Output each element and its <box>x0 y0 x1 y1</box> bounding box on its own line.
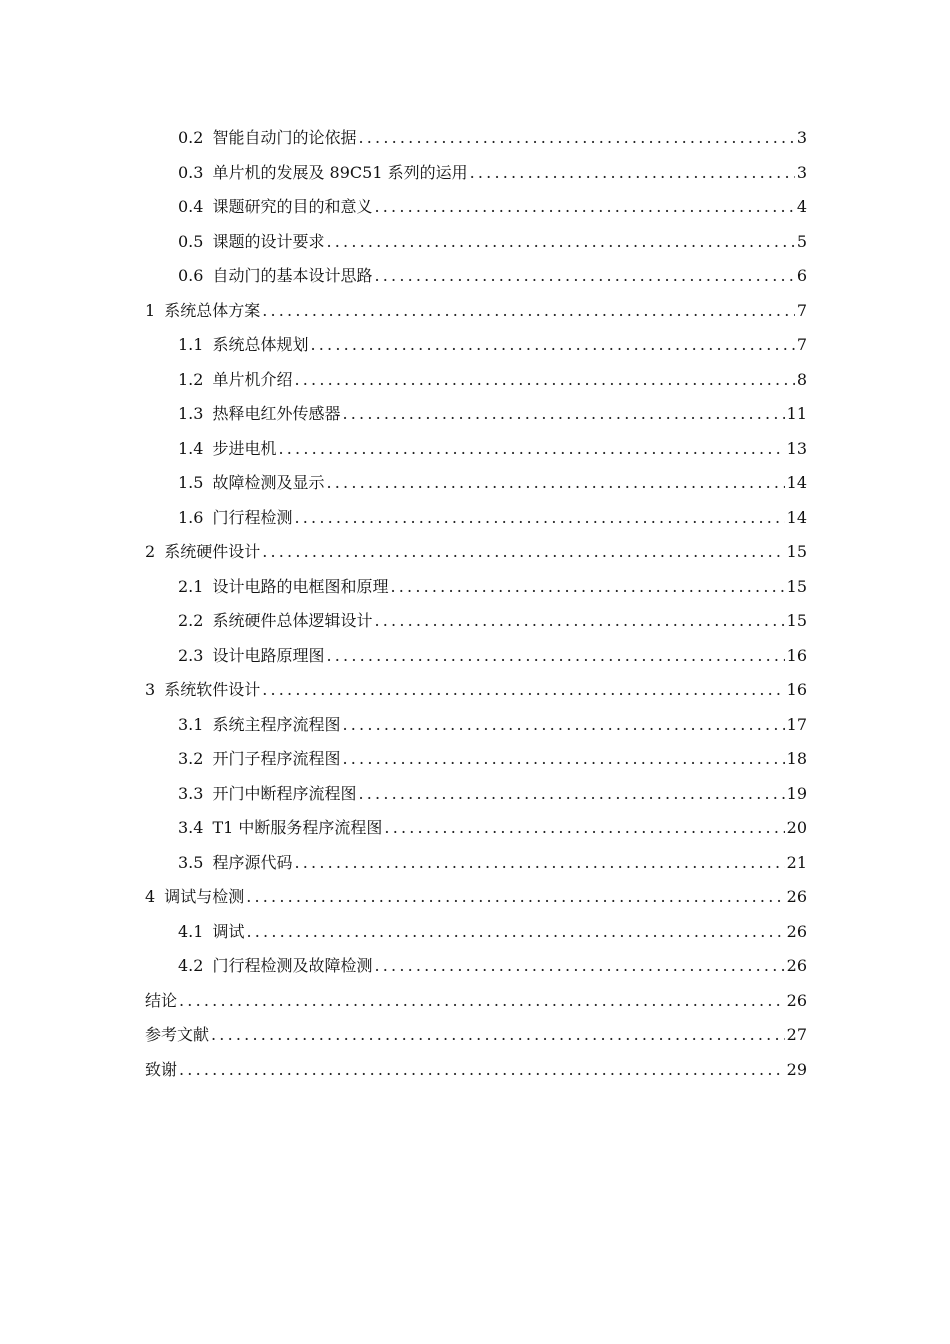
toc-entry-label <box>178 225 324 260</box>
toc-entry-number: 0.6 <box>178 266 204 285</box>
toc-dot-leader <box>342 742 784 777</box>
toc-entry-page: 17 <box>786 714 807 734</box>
toc-entry-title: 调试 <box>212 921 245 941</box>
toc-entry[interactable] <box>145 432 807 467</box>
toc-entry-label <box>178 708 340 743</box>
toc-entry-label <box>145 673 260 708</box>
toc-entry[interactable] <box>145 570 807 605</box>
toc-entry-title: 设计电路原理图 <box>212 645 325 665</box>
toc-dot-leader <box>374 949 784 984</box>
toc-entry[interactable] <box>145 777 807 812</box>
toc-entry-title: 故障检测及显示 <box>212 473 325 492</box>
toc-entry-page: 3 <box>796 128 807 147</box>
toc-entry-label <box>178 190 372 225</box>
toc-entry-number: 3.1 <box>178 714 204 734</box>
toc-dot-leader <box>262 673 784 708</box>
toc-entry[interactable] <box>145 1018 807 1053</box>
toc-entry-title: 系统软件设计 <box>164 680 261 699</box>
toc-dot-leader <box>262 535 784 570</box>
toc-entry-title: 步进电机 <box>212 438 277 458</box>
toc-entry[interactable] <box>145 363 807 398</box>
toc-entry-label <box>178 259 372 294</box>
toc-entry[interactable] <box>145 915 807 950</box>
toc-entry-number: 4 <box>145 887 156 906</box>
toc-entry-title: 调试与检测 <box>164 887 245 906</box>
toc-entry-label <box>178 397 340 432</box>
toc-entry[interactable] <box>145 846 807 881</box>
toc-dot-leader <box>374 190 794 225</box>
toc-entry-number: 2 <box>145 542 156 561</box>
toc-entry-title: 设计电路的电框图和原理 <box>212 576 389 596</box>
toc-entry-label <box>145 1018 209 1053</box>
toc-entry[interactable] <box>145 984 807 1019</box>
toc-entry-page: 26 <box>786 887 807 906</box>
toc-dot-leader <box>342 397 784 432</box>
toc-entry-title: 系统总体规划 <box>212 335 309 354</box>
toc-entry-page: 20 <box>786 818 807 837</box>
toc-entry[interactable] <box>145 535 807 570</box>
toc-entry-label <box>178 501 292 536</box>
toc-entry-number: 0.5 <box>178 231 204 251</box>
toc-dot-leader <box>294 846 784 881</box>
toc-entry-page: 26 <box>786 990 807 1010</box>
toc-entry[interactable] <box>145 466 807 501</box>
toc-entry-label <box>178 639 324 674</box>
toc-dot-leader <box>470 156 795 191</box>
toc-entry-number: 2.1 <box>178 576 204 596</box>
toc-entry-page: 16 <box>786 645 807 665</box>
toc-entry-label <box>178 328 308 363</box>
toc-entry-number: 1.6 <box>178 507 204 527</box>
table-of-contents <box>145 121 807 1087</box>
toc-entry-number: 0.4 <box>178 197 204 216</box>
toc-dot-leader <box>326 466 784 501</box>
toc-entry-label <box>178 742 340 777</box>
toc-entry-page: 19 <box>786 783 807 803</box>
toc-entry-title: 课题的设计要求 <box>212 231 325 251</box>
toc-entry-page: 14 <box>786 507 807 527</box>
toc-entry-page: 4 <box>796 197 807 216</box>
toc-dot-leader <box>374 604 784 639</box>
toc-entry-number: 1.3 <box>178 404 204 423</box>
toc-entry-number: 0.2 <box>178 128 204 147</box>
toc-entry-title: 开门子程序流程图 <box>212 749 341 768</box>
toc-dot-leader <box>179 1053 785 1088</box>
toc-entry-label <box>178 156 468 191</box>
toc-entry-number: 1 <box>145 300 156 320</box>
toc-entry-number: 4.2 <box>178 956 204 975</box>
toc-entry-page: 14 <box>786 473 807 492</box>
toc-entry-number: 3 <box>145 680 156 699</box>
toc-entry-title: 系统主程序流程图 <box>212 714 341 734</box>
toc-entry-title: 程序源代码 <box>212 852 293 872</box>
toc-entry-title: 结论 <box>145 990 178 1010</box>
toc-entry[interactable] <box>145 225 807 260</box>
toc-entry-page: 7 <box>796 300 807 320</box>
toc-entry-page: 15 <box>786 576 807 596</box>
toc-entry[interactable] <box>145 742 807 777</box>
toc-entry-label <box>178 363 292 398</box>
toc-entry[interactable] <box>145 501 807 536</box>
toc-entry-page: 13 <box>786 438 807 458</box>
toc-entry[interactable] <box>145 1053 807 1088</box>
toc-dot-leader <box>246 915 784 950</box>
toc-entry-title: 单片机介绍 <box>212 369 293 389</box>
toc-entry-title: 课题研究的目的和意义 <box>212 197 373 216</box>
toc-entry-label <box>145 294 260 329</box>
toc-entry-number: 1.1 <box>178 335 204 354</box>
toc-entry-page: 16 <box>786 680 807 699</box>
toc-entry-label <box>178 846 292 881</box>
toc-entry-label <box>178 604 372 639</box>
toc-entry-label <box>145 1053 177 1088</box>
toc-entry-label <box>178 570 388 605</box>
toc-entry-label <box>178 777 356 812</box>
toc-entry[interactable] <box>145 604 807 639</box>
toc-dot-leader <box>326 639 784 674</box>
toc-entry-label <box>145 535 260 570</box>
toc-dot-leader <box>374 259 794 294</box>
toc-entry-page: 6 <box>796 266 807 285</box>
toc-entry-title: 自动门的基本设计思路 <box>212 266 373 285</box>
toc-entry[interactable] <box>145 328 807 363</box>
toc-entry-page: 7 <box>796 335 807 354</box>
toc-entry-title: 系统硬件总体逻辑设计 <box>212 611 373 630</box>
toc-entry-title: 系统硬件设计 <box>164 542 261 561</box>
toc-dot-leader <box>262 294 795 329</box>
toc-entry-number: 3.5 <box>178 852 204 872</box>
toc-entry-label <box>178 466 324 501</box>
toc-entry-label <box>178 915 244 950</box>
toc-entry[interactable] <box>145 639 807 674</box>
toc-entry-page: 15 <box>786 611 807 630</box>
toc-entry-title: 门行程检测及故障检测 <box>212 956 373 975</box>
toc-dot-leader <box>294 363 794 398</box>
toc-entry[interactable] <box>145 156 807 191</box>
toc-entry[interactable] <box>145 673 807 708</box>
toc-entry-title: 热释电红外传感器 <box>212 404 341 423</box>
toc-dot-leader <box>326 225 794 260</box>
toc-entry-page: 26 <box>786 921 807 941</box>
toc-entry[interactable] <box>145 708 807 743</box>
toc-entry-label <box>178 949 372 984</box>
toc-entry-label <box>178 121 356 156</box>
toc-entry-page: 15 <box>786 542 807 561</box>
toc-entry-page: 8 <box>796 369 807 389</box>
toc-entry-page: 18 <box>786 749 807 768</box>
toc-entry-number: 2.2 <box>178 611 204 630</box>
toc-entry-number: 2.3 <box>178 645 204 665</box>
toc-entry[interactable] <box>145 190 807 225</box>
toc-entry[interactable] <box>145 259 807 294</box>
toc-entry-number: 1.2 <box>178 369 204 389</box>
toc-dot-leader <box>211 1018 785 1053</box>
toc-entry[interactable] <box>145 880 807 915</box>
toc-entry-number: 0.3 <box>178 162 204 182</box>
toc-entry-title: T1 中断服务程序流程图 <box>212 818 383 837</box>
toc-entry-page: 26 <box>786 956 807 975</box>
toc-entry-title: 致谢 <box>145 1059 178 1079</box>
toc-entry-title: 参考文献 <box>145 1025 210 1044</box>
toc-dot-leader <box>246 880 784 915</box>
toc-entry-number: 4.1 <box>178 921 204 941</box>
toc-dot-leader <box>179 984 785 1019</box>
toc-entry[interactable] <box>145 811 807 846</box>
toc-entry-page: 5 <box>796 231 807 251</box>
toc-dot-leader <box>358 121 794 156</box>
toc-dot-leader <box>278 432 784 467</box>
toc-dot-leader <box>310 328 794 363</box>
toc-entry-number: 3.2 <box>178 749 204 768</box>
toc-dot-leader <box>390 570 784 605</box>
toc-dot-leader <box>358 777 784 812</box>
toc-entry-title: 单片机的发展及 89C51 系列的运用 <box>212 162 468 182</box>
toc-entry[interactable] <box>145 121 807 156</box>
toc-entry-number: 3.3 <box>178 783 204 803</box>
toc-entry-number: 3.4 <box>178 818 204 837</box>
toc-entry-label <box>178 432 276 467</box>
toc-entry-number: 1.4 <box>178 438 204 458</box>
toc-entry-page: 21 <box>786 852 807 872</box>
toc-entry-label <box>178 811 382 846</box>
toc-entry[interactable] <box>145 397 807 432</box>
toc-entry-page: 29 <box>786 1059 807 1079</box>
toc-entry-label <box>145 880 244 915</box>
toc-entry-number: 1.5 <box>178 473 204 492</box>
toc-entry-label <box>145 984 177 1019</box>
toc-entry-page: 3 <box>796 162 807 182</box>
toc-entry[interactable] <box>145 294 807 329</box>
toc-entry-page: 27 <box>786 1025 807 1044</box>
toc-entry-title: 门行程检测 <box>212 507 293 527</box>
toc-dot-leader <box>384 811 784 846</box>
toc-entry[interactable] <box>145 949 807 984</box>
toc-entry-title: 智能自动门的论依据 <box>212 128 357 147</box>
toc-entry-title: 开门中断程序流程图 <box>212 783 357 803</box>
toc-entry-page: 11 <box>786 404 807 423</box>
toc-entry-title: 系统总体方案 <box>164 300 261 320</box>
toc-dot-leader <box>294 501 784 536</box>
toc-dot-leader <box>342 708 784 743</box>
